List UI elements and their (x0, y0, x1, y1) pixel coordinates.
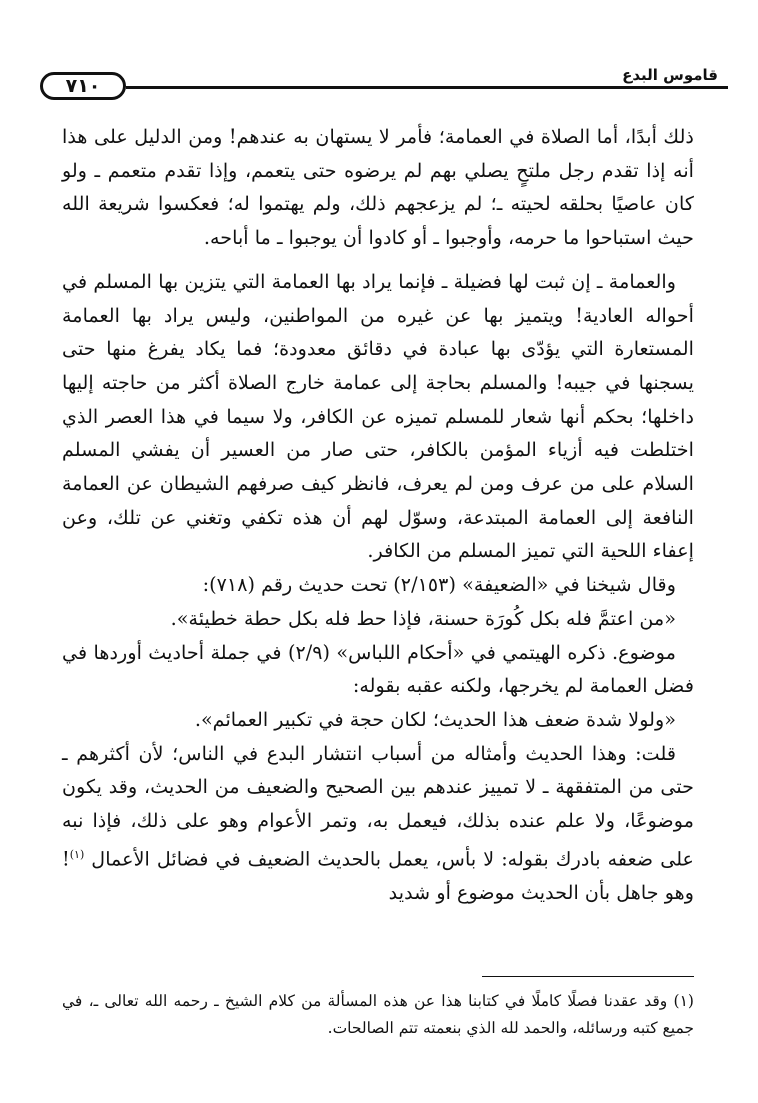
text-line: موضوع. ذكره الهيتمي في «أحكام اللباس» (٢/٩) في جملة أحاديث (141, 640, 676, 664)
text-line: وهو على ذلك، فإذا نبه على ضعفه بادرك بقوله: لا بأس، يعمل بالحديث (62, 809, 694, 871)
text-line: ما أباحه. (203, 226, 271, 250)
text-line: أكثرهم ـ حتى من المتفقهة ـ لا تمييز عندهم بين الصحيح والضعيف من (62, 741, 695, 799)
text-line: المسلم في أحواله العادية! ويتميز بها عن غيره من المواطنين، وليس يراد بها (62, 269, 694, 327)
page-number: ٧١٠ (40, 72, 126, 100)
paragraph (62, 737, 694, 910)
text-line: قلت: وهذا الحديث وأمثاله من أسباب انتشار البدع في الناس؛ لأن (129, 741, 677, 765)
text-line: هذا العصر الذي اختلطت فيه أزياء المؤمن بالكافر، حتى صار من العسير أن (62, 404, 694, 462)
page-number-badge (40, 72, 130, 102)
text-line: يفشي المسلم السلام على من عرف ومن لم يعرف، فانظر كيف صرفهم (62, 438, 694, 496)
footnote-line: تعالى ـ، في جميع كتبه ورسائله، والحمد لله الذي بنعمته تتم الصالحات. (62, 992, 694, 1037)
text-line: حتى يسجنها في جيبه! والمسلم بحاجة إلى عمامة خارج الصلاة أكثر من (62, 337, 694, 394)
header-rule (126, 86, 728, 89)
main-text (62, 120, 694, 910)
text-line: وتغني عن تلك، وعن إعفاء اللحية التي تميز المسلم من الكافر. (62, 505, 694, 563)
text-line: فعكسوا شريعة الله حيث استباحوا ما حرمه، وأوجبوا ـ أو كادوا أن يوجبوا ـ (62, 192, 694, 250)
quotation (62, 703, 694, 737)
paragraph (62, 636, 694, 703)
footnote-marker: (١) (69, 847, 85, 861)
footnote (62, 988, 694, 1042)
footnotes (62, 988, 694, 1042)
book-title: قاموس البدع (622, 66, 718, 84)
text-line: حاجته إليها داخلها؛ بحكم أنها شعار للمسلم تميزه عن الكافر، ولا سيما في (62, 370, 694, 428)
text-line: وقال شيخنا في «الضعيفة» (٢/١٥٣) تحت حديث رقم (٧١٨): (202, 573, 676, 597)
text-line: متعمم ـ ولو كان عاصيًا بحلقه لحيته ـ؛ لم يزعجهم ذلك، ولم يهتموا له؛ (62, 158, 695, 216)
text-line: الشيطان عن العمامة النافعة إلى العمامة المبتدعة، وسوّل لهم أن هذه تكفي (62, 472, 694, 529)
text-line: الحديث، وقد يكون موضوعًا، ولا علم عنده بذلك، فيعمل به، وتمر الأعوام (62, 775, 694, 833)
text-line: «ولولا شدة ضعف هذا الحديث؛ لكان حجة في تكبير العمائم». (194, 707, 676, 731)
text-line: والعمامة ـ إن ثبت لها فضيلة ـ فإنما يراد بها العمامة التي يتزين بها (151, 269, 676, 293)
footnote-line: (١) وقد عقدنا فصلًا كاملًا في كتابنا هذا عن هذه المسألة من كلام الشيخ ـ رحمه الله (138, 992, 694, 1010)
text-line: ذلك أبدًا، أما الصلاة في العمامة؛ فأمر لا يستهان به عندهم! ومن الدليل (127, 125, 694, 148)
footnote-separator (482, 976, 694, 977)
text-line: «من اعتمَّ فله بكل كُورَة حسنة، فإذا حط فله بكل حطة خطيئة». (170, 606, 676, 630)
text-line: على هذا أنه إذا تقدم رجل ملتحٍ يصلي بهم لم يرضوه حتى يتعمم، وإذا تقدم (62, 125, 694, 182)
text-line: أوردها في فضل العمامة لم يخرجها، ولكنه عقبه بقوله: (62, 640, 694, 698)
hadith-quote (62, 602, 694, 636)
text-line: ! وهو جاهل بأن الحديث موضوع أو شديد (62, 847, 694, 904)
paragraph (62, 265, 694, 568)
text-line: الضعيف في فضائل الأعمال (84, 847, 311, 871)
page-header (40, 62, 728, 102)
text-line: العمامة المستعارة التي يؤدّى بها عبادة في دقائق معدودة؛ فما يكاد يفرغ منها (62, 303, 694, 361)
paragraph (62, 568, 694, 602)
paragraph (62, 120, 694, 255)
